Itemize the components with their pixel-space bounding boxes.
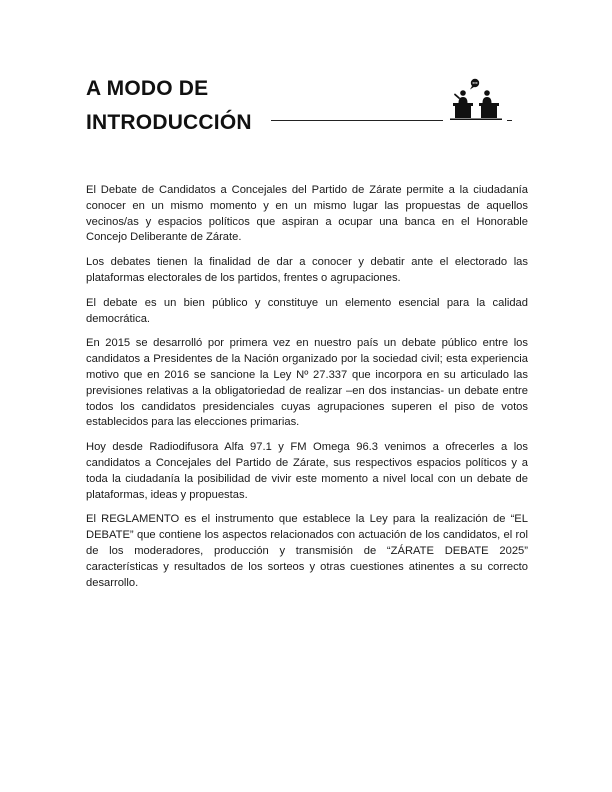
paragraph: Hoy desde Radiodifusora Alfa 97.1 y FM Omega 96.3 venimos a ofrecerles a los candidatos a Concejales del Partido de Zárate, sus respectivos espacios políticos y a toda la ciudadanía la posibilidad de vivir este momento a nivel local con un debate de plataformas, ideas y propuestas.: [86, 441, 528, 501]
paragraph: En 2015 se desarrolló por primera vez en nuestro país un debate público entre los candidatos a Presidentes de la Nación organizado por la sociedad civil; esta experiencia motivo que en 2016 se sancione la Ley Nº 27.337 que incorpora en su articulado las previsiones relativas a la obligatoriedad de realizar –en dos instancias- un debate entre todos los candidatos presidenciales cuyas agrupaciones superen el piso de votos establecidos para las elecciones primarias.: [86, 337, 528, 429]
paragraph: El Debate de Candidatos a Concejales del Partido de Zárate permite a la ciudadanía conocer en un mismo momento y en un mismo lugar las propuestas de aquellos vecinos/as y espacios políticos que aspiran a ocupar una banca en el Honorable Concejo Deliberante de Zárate.: [86, 184, 528, 244]
paragraph: Los debates tienen la finalidad de dar a conocer y debatir ante el electorado las plataformas electorales de los partidos, frentes o agrupaciones.: [86, 256, 528, 284]
debate-podiums-icon: [450, 78, 502, 120]
title-underline: [271, 120, 443, 121]
paragraph: El debate es un bien público y constituye un elemento esencial para la calidad democrática.: [86, 296, 528, 325]
paragraph: El REGLAMENTO es el instrumento que establece la Ley para la realización de “EL DEBATE” que contiene los aspectos relacionados con actuación de los candidatos, el rol de los moderadores, producción y transmisión de “ZÁRATE DEBATE 2025” características y resultados de los sorteos y otras cuestiones atinentes a su correcto desarrollo.: [86, 513, 528, 589]
title-underline-end: [507, 120, 512, 121]
title-line-1: A MODO DE: [86, 77, 209, 100]
title-line-2: INTRODUCCIÓN: [86, 111, 252, 134]
page-title: [86, 72, 252, 140]
introduction-body: [86, 183, 528, 600]
